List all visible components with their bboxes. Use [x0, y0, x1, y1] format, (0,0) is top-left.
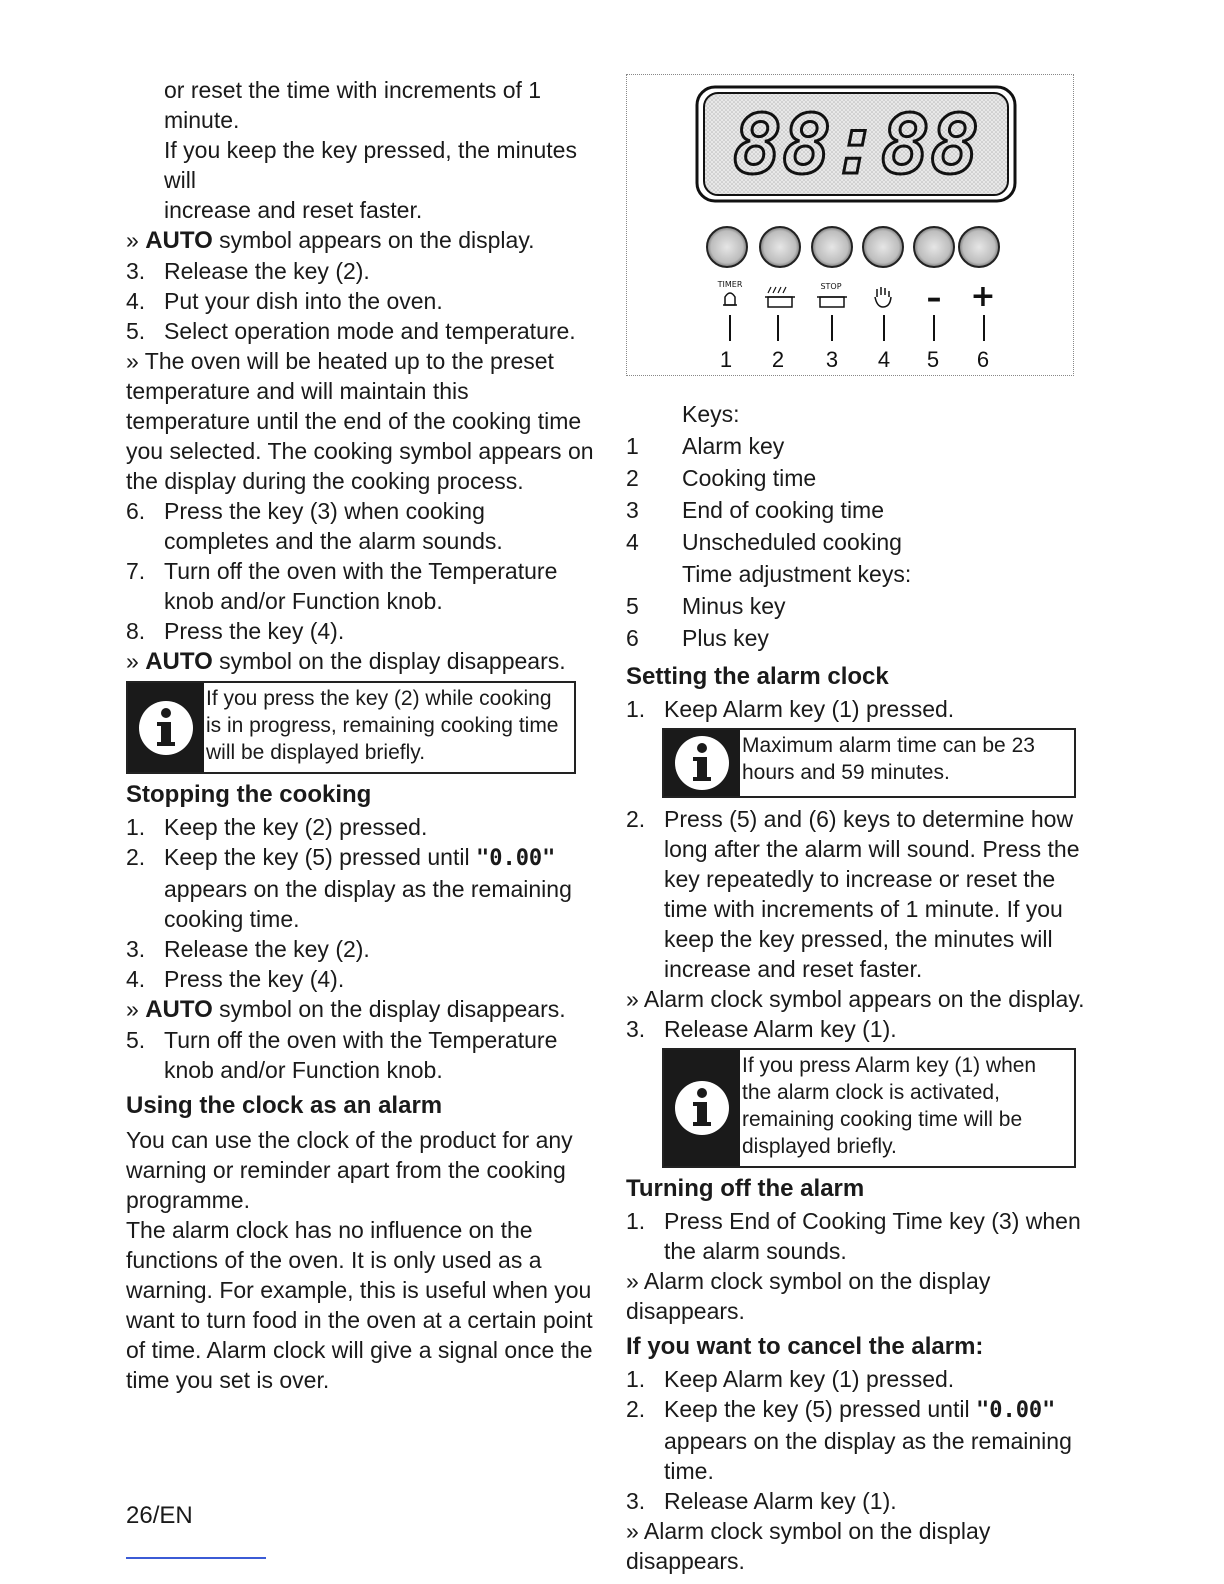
step-item: 3. Release Alarm key (1).: [626, 1488, 897, 1514]
key-number: 2: [771, 347, 785, 372]
key-number: 5: [926, 347, 940, 372]
right-column: [626, 398, 1096, 1576]
key-number: 3: [825, 347, 839, 372]
info-icon: [128, 683, 204, 772]
step-item: 7. Turn off the oven with the Temperature knob and/or Function knob.: [126, 558, 558, 614]
step-item: 4. Press the key (4).: [126, 966, 345, 992]
step-item: 2. Press (5) and (6) keys to determine how long after the alarm will sound. Press the key repeatedly to increase or reset the time with increments of 1 minute. If you keep the key pressed, the minutes will increase and reset faster.: [626, 806, 1080, 982]
step-item: 6. Press the key (3) when cooking completes and the alarm sounds.: [126, 498, 503, 554]
key-legend-item: 5 Minus key: [626, 593, 786, 619]
step-item: 2. Keep the key (5) pressed until "0.00" appears on the display as the remaining cooking time.: [126, 844, 572, 932]
auto-appears-line: » AUTO symbol appears on the display.: [126, 227, 535, 254]
step-item: 1. Press End of Cooking Time key (3) when the alarm sounds.: [626, 1208, 1081, 1264]
control-panel-figure: [626, 74, 1074, 376]
step-item: 2. Keep the key (5) pressed until "0.00" appears on the display as the remaining time.: [626, 1396, 1072, 1484]
section-heading: Turning off the alarm: [626, 1175, 865, 1202]
info-note: [662, 1048, 1076, 1168]
info-icon: [664, 1050, 740, 1166]
note-text: Maximum alarm time can be 23 hours and 59 minutes.: [742, 734, 1035, 784]
note-text: If you press the key (2) while cooking is in progress, remaining cooking time will be displayed briefly.: [206, 687, 559, 764]
auto-disappears-line: » AUTO symbol on the display disappears.: [126, 996, 566, 1023]
section-heading: Setting the alarm clock: [626, 663, 889, 690]
key-number: 6: [976, 347, 990, 372]
step-item: 4. Put your dish into the oven.: [126, 288, 443, 314]
page-number: 26/EN: [126, 1502, 193, 1529]
bell-icon: [723, 293, 737, 305]
display-digits: 88:88: [732, 98, 980, 193]
alarm-paragraph: The alarm clock has no influence on the functions of the oven. It is only used as a warning. For example, this is useful when you want to turn food in the oven at a certain point of time. Alarm clock will give a signal once the time you set is over.: [126, 1217, 593, 1393]
key-legend-item: 1 Alarm key: [626, 433, 785, 459]
heat-paragraph: » The oven will be heated up to the preset temperature and will maintain this temperature until the end of the cooking time you selected. The cooking symbol appears on the display during the cooking process.: [126, 348, 594, 494]
key-legend-item: 6 Plus key: [626, 625, 769, 651]
auto-disappears-line: » AUTO symbol on the display disappears.: [126, 648, 566, 675]
info-note: [126, 681, 576, 774]
result-line: » Alarm clock symbol appears on the display.: [626, 986, 1085, 1012]
result-line: » Alarm clock symbol on the display disappears.: [626, 1268, 991, 1324]
step-item: 5. Turn off the oven with the Temperature knob and/or Function knob.: [126, 1027, 558, 1083]
result-line: » Alarm clock symbol on the display disappears.: [626, 1518, 991, 1574]
key-legend-item: 4 Unscheduled cooking: [626, 529, 902, 555]
minus-label: –: [926, 281, 942, 316]
key-number: 4: [877, 347, 891, 372]
info-icon: [664, 730, 740, 796]
step-item: 3. Release Alarm key (1).: [626, 1016, 897, 1042]
intro-line: increase and reset faster.: [164, 197, 423, 223]
step-item: 3. Release the key (2).: [126, 936, 370, 962]
step-item: 8. Press the key (4).: [126, 618, 345, 644]
intro-line: If you keep the key pressed, the minutes will: [164, 137, 577, 193]
key-number: 1: [719, 347, 733, 372]
step-item: 5. Select operation mode and temperature.: [126, 318, 576, 344]
step-item: 1. Keep Alarm key (1) pressed.: [626, 696, 955, 722]
step-item: 1. Keep the key (2) pressed.: [126, 814, 428, 840]
note-text: If you press Alarm key (1) when the alarm clock is activated, remaining cooking time will be displayed briefly.: [742, 1054, 1037, 1158]
alarm-paragraph: You can use the clock of the product for any warning or reminder apart from the cooking programme.: [126, 1127, 573, 1213]
intro-line: or reset the time with increments of 1 minute.: [164, 77, 542, 133]
control-panel-drawing: [627, 75, 1073, 375]
plus-label: +: [970, 279, 996, 314]
end-cooking-icon: [817, 297, 847, 307]
key-buttons: [707, 227, 999, 267]
left-column: [126, 75, 596, 1395]
leader-lines: [730, 315, 984, 341]
time-adjust-title: Time adjustment keys:: [682, 561, 912, 587]
info-note: [662, 728, 1076, 798]
section-heading: Using the clock as an alarm: [126, 1092, 443, 1119]
footer-rule: [126, 1557, 266, 1559]
hand-icon: [875, 287, 891, 307]
step-item: 1. Keep Alarm key (1) pressed.: [626, 1366, 955, 1392]
key-legend-item: 3 End of cooking time: [626, 497, 885, 523]
timer-label: TIMER: [717, 280, 743, 289]
stop-label: STOP: [820, 282, 842, 291]
key-legend-item: 2 Cooking time: [626, 465, 817, 491]
step-item: 3. Release the key (2).: [126, 258, 370, 284]
section-heading: Stopping the cooking: [126, 781, 372, 808]
cooking-time-icon: [765, 287, 795, 307]
section-heading: If you want to cancel the alarm:: [626, 1333, 984, 1360]
keys-title: Keys:: [682, 401, 740, 427]
